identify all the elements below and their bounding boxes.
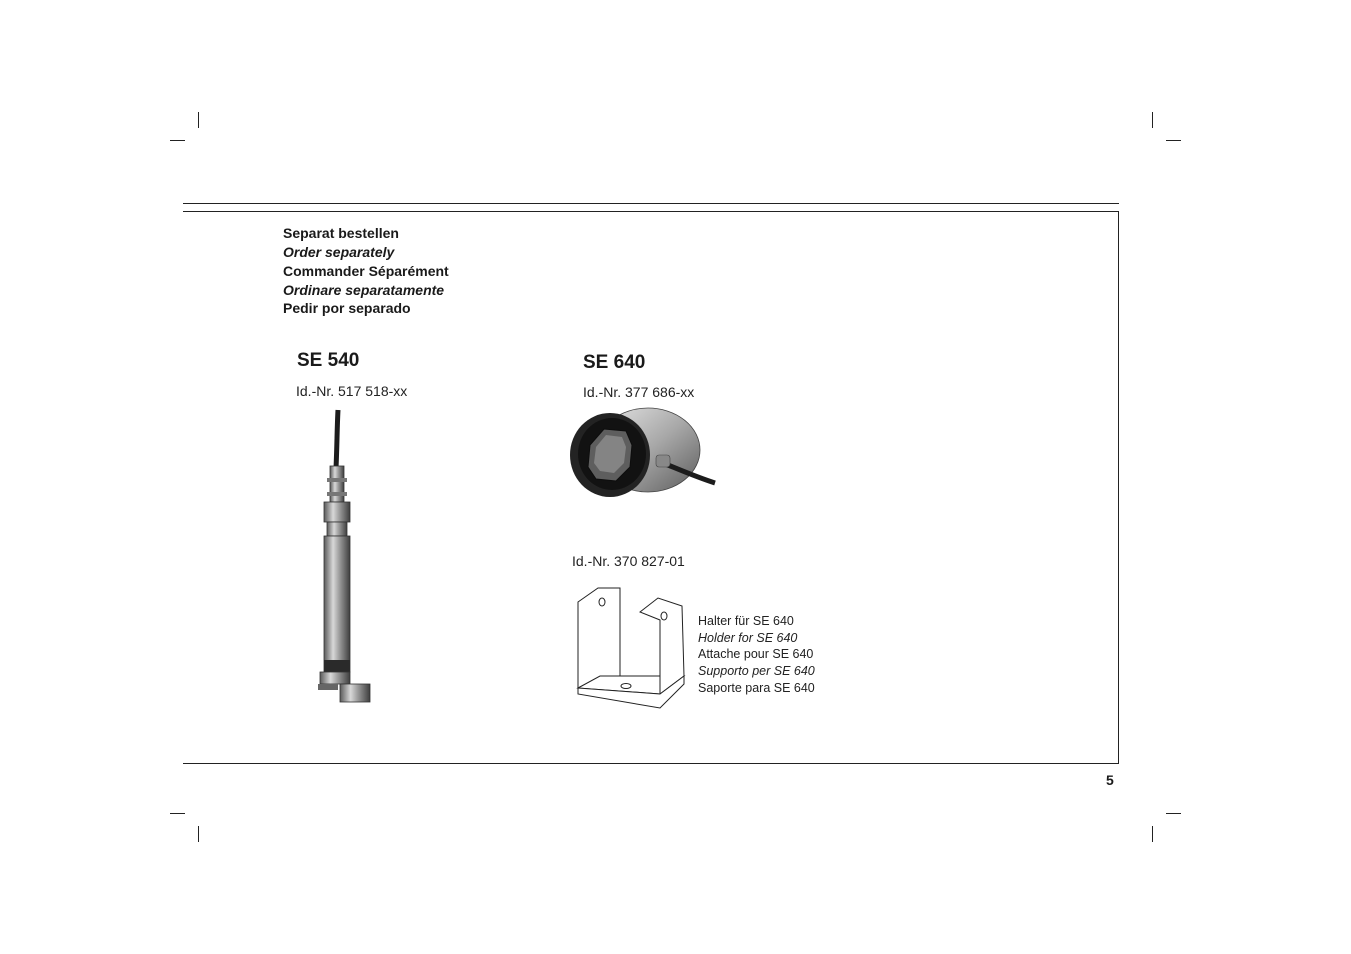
page-number: 5: [1106, 772, 1114, 788]
se540-model-title: SE 540: [297, 350, 360, 371]
crop-mark: [1152, 112, 1153, 128]
order-heading-line-es: Pedir por separado: [283, 300, 411, 316]
holder-label-es: Saporte para SE 640: [698, 681, 815, 695]
crop-mark: [170, 140, 185, 141]
se640-model-title: SE 640: [583, 352, 646, 373]
order-heading-line-fr: Commander Séparément: [283, 263, 449, 279]
order-heading-line-de: Separat bestellen: [283, 225, 399, 241]
se640-id-number: Id.-Nr. 377 686-xx: [583, 384, 695, 400]
order-heading-line-en: Order separately: [283, 244, 395, 260]
se540-id-number: Id.-Nr. 517 518-xx: [296, 383, 408, 399]
crop-mark: [1166, 813, 1181, 814]
order-heading-line-it: Ordinare separatamente: [283, 282, 445, 298]
crop-mark: [170, 813, 185, 814]
touch-probe-receiver-photo: [568, 405, 718, 500]
holder-label-de: Halter für SE 640: [698, 614, 794, 628]
touch-probe-photo: [310, 408, 380, 708]
header-rule: [183, 203, 1119, 204]
crop-mark: [198, 112, 199, 128]
u-bracket-drawing: [574, 584, 690, 714]
holder-label-it: Supporto per SE 640: [698, 664, 815, 678]
crop-mark: [198, 826, 199, 842]
holder-id-number: Id.-Nr. 370 827-01: [572, 553, 685, 569]
holder-label-en: Holder for SE 640: [698, 631, 798, 645]
crop-mark: [1152, 826, 1153, 842]
crop-mark: [1166, 140, 1181, 141]
holder-label-fr: Attache pour SE 640: [698, 647, 814, 661]
